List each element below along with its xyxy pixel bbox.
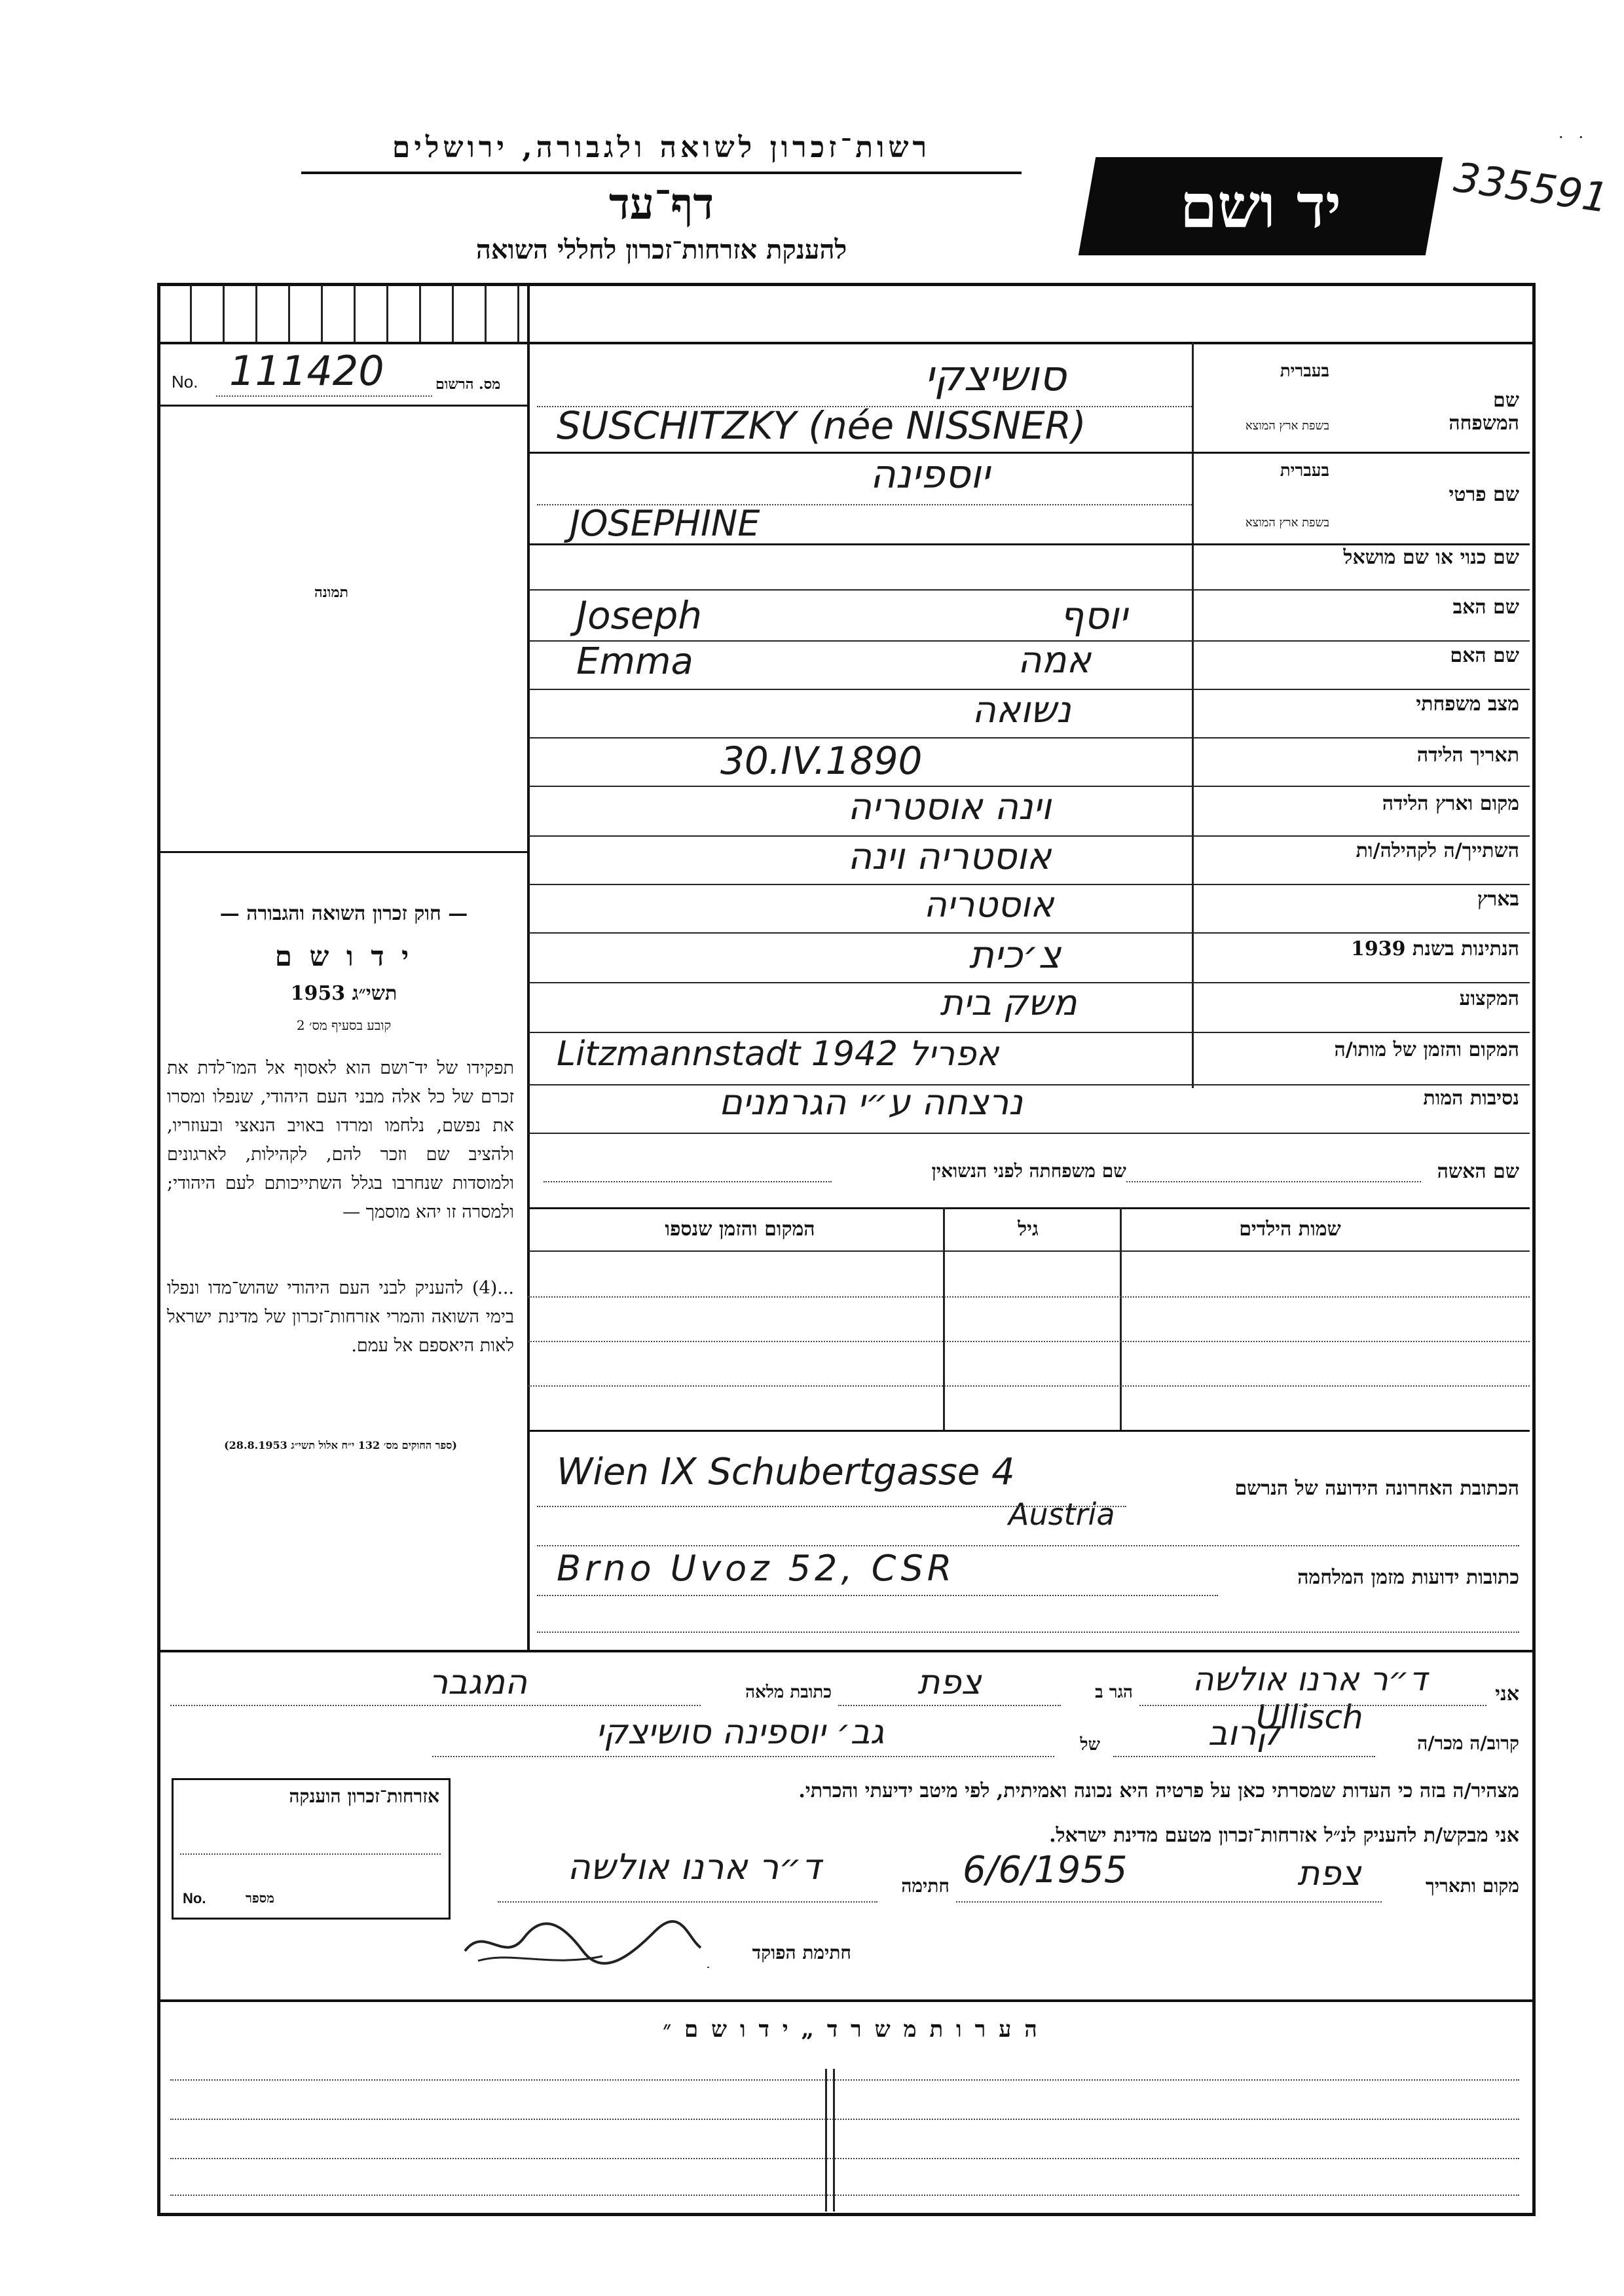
request-text: אני מבקש/ת להעניק לנ״ל אזרחות־זכרון מטעם מדינת ישראל. [1049,1824,1519,1847]
citizenship-granted-box [172,1778,451,1920]
citizenship-label: הנתינות בשנת 1939 [1350,938,1519,960]
relation-label: קרוב/ה מכר/ה [1417,1732,1519,1754]
mother-label: שם האם [1450,644,1519,667]
place-value: צפת [1297,1854,1361,1893]
family-name-hebrew: סושיצקי [924,352,1067,401]
first-name-hebrew: יוספינה [870,452,990,498]
law-clause: קובע בסעיף מס׳ 2 [296,1017,392,1033]
citizenship-no-label: No. [183,1890,206,1906]
last-address-country: Austria [1008,1497,1115,1532]
declarant-ani: אני [1495,1683,1519,1705]
declarant-name: ד״ר ארנו אולשה Ullisch [1192,1660,1428,1736]
office-notes-title: ה ע ר ו ת מ ש ר ד „ י ד ו ש ם ״ [663,2016,1040,2043]
first-name-latin: JOSEPHINE [570,503,760,544]
birth-date-label: תאריך הלידה [1416,744,1519,767]
citizenship-granted-title: אזרחות־זכרון הוענקה [289,1785,439,1807]
signature-label: חתימה [901,1875,950,1897]
citizenship-number-label: מספר [246,1890,274,1906]
profession-value: משק בית [940,982,1077,1023]
declarant-address: המגבר [428,1663,528,1702]
last-address-value: Wien IX Schubertgasse 4 [557,1451,1015,1493]
country-value: אוסטריה [923,884,1054,925]
last-address-label: הכתובת האחרונה הידועה של הנרשם [1234,1477,1519,1500]
form-title: דף־עד [608,178,714,229]
first-name-origin-label: בשפת ארץ המוצא [1245,516,1329,530]
officer-label: חתימת הפוקד [752,1942,851,1963]
of-label: של [1080,1735,1100,1755]
table-row [528,1385,1530,1387]
nickname-label: שם כנוי או שם מושאל [1343,546,1519,569]
citizenship-value: צ׳כית [969,932,1061,977]
profession-label: המקצוע [1459,987,1519,1010]
children-header-age: גיל [1018,1218,1039,1241]
relation-value: קרוב [1208,1714,1281,1753]
death-cause-label: נסיבות המות [1423,1087,1519,1110]
father-label: שם האב [1452,596,1519,619]
law-text-1: תפקידו של יד־ושם הוא לאסוף אל המו־לדת את זכרם של כל אלה מבני העם היהודי, שנפלו ומסרו את נפשם, נלחמו ומרדו באויב הנאצי ובעוזריו, ולהציב שם וזכר להם, לקהילות, לארגונים ולמוסדות שנחרבו בגלל השתייכותם לעם היהודי; ולמסרה זו יהא מוסמך — [167,1058,514,1222]
law-title: — חוק זכרון השואה והגבורה — [219,902,468,925]
death-place-label: המקום והזמן של מותו/ה [1334,1038,1519,1061]
country-label: בארץ [1477,888,1519,911]
stamp-number: 335591 [1451,153,1612,223]
first-name-label: שם פרטי [1449,483,1519,506]
death-cause-value: נרצחה ע״י הגרמנים [719,1082,1023,1123]
officer-signature [458,1912,707,1971]
registration-label: מס. הרשום [435,376,501,393]
notes-line [170,2158,1519,2159]
marital-value: נשואה [972,689,1071,731]
table-row [528,1341,1530,1342]
logo-text: יד ושם [1179,171,1342,242]
corner-marks: · · [1559,128,1584,147]
notes-line [170,2195,1519,2196]
father-latin: Joseph [576,593,703,638]
table-row [528,1296,1530,1298]
family-name-latin: SUSCHITZKY (née NISSNER) [557,403,1086,448]
community-value: אוסטריה וינה [847,835,1052,878]
birth-place-value: וינה אוסטריה [847,786,1052,828]
form-purpose: להענקת אזרחות־זכרון לחללי השואה [475,234,847,265]
date-value: 6/6/1955 [963,1849,1128,1891]
declarant-city: צפת [917,1663,982,1702]
mother-hebrew: אמה [1017,639,1092,682]
yad-vashem-logo [1079,157,1443,255]
registration-no-value: 111420 [229,347,384,395]
law-name: י ד ו ש ם [274,940,413,972]
photo-label: תמונה [314,584,348,601]
family-name-label: שם המשפחה [1449,389,1519,435]
signature-value: ד״ר ארנו אולשה [567,1846,821,1887]
family-name-hebrew-label: בעברית [1280,361,1329,381]
war-address-label: כתובות ידועות מזמן המלחמה [1297,1566,1519,1589]
war-address-value: Brno Uvoz 52, CSR [557,1548,956,1589]
law-citation: (ספר החוקים מס׳ 132 י״ח אלול תשי״ג 28.8.1953) [224,1439,457,1451]
children-header-place: המקום והזמן שנספו [665,1218,815,1241]
children-header-names: שמות הילדים [1239,1218,1341,1241]
birth-date-value: 30.IV.1890 [720,738,923,783]
declaration-text: מצהיר/ה בזה כי העדות שמסרתי כאן על פרטיה היא נכונה ואמיתית, לפי מיטב ידיעתי והכרתי. [798,1779,1519,1802]
place-date-label: מקום ותאריך [1425,1875,1519,1897]
org-name: רשות־זכרון לשואה ולגבורה, ירושלים [392,131,931,164]
first-name-hebrew-label: בעברית [1280,461,1329,481]
notes-line [170,2079,1519,2081]
father-hebrew: יוסף [1060,593,1128,638]
marital-label: מצב משפחתי [1416,693,1519,716]
wife-label: שם האשה [1437,1160,1519,1183]
law-text-2: ...(4) להעניק לבני העם היהודי שהוש־מדו ונפלו בימי השואה והמרי אזרחות־זכרון של מדינת ישראל לאות היאספם אל עמם. [167,1278,514,1356]
community-label: השתייך/ה לקהילה/ות [1356,839,1519,862]
of-value: גב׳ יוספינה סושיצקי [595,1713,885,1752]
family-name-origin-label: בשפת ארץ המוצא [1245,419,1329,433]
form-frame [157,283,1536,2216]
notes-line [170,2119,1519,2120]
declarant-resides-label: הגר ב [1095,1683,1133,1702]
declarant-address-label: כתובת מלאה [745,1683,832,1702]
death-place-value: Litzmannstadt 1942 אפריל [557,1034,999,1074]
mother-latin: Emma [576,640,693,683]
law-year: תשי״ג 1953 [290,982,397,1005]
wife-maiden-label: שם משפחתה לפני הנשואין [931,1160,1126,1182]
birth-place-label: מקום וארץ הלידה [1382,792,1519,815]
registration-no-label: No. [172,372,198,392]
